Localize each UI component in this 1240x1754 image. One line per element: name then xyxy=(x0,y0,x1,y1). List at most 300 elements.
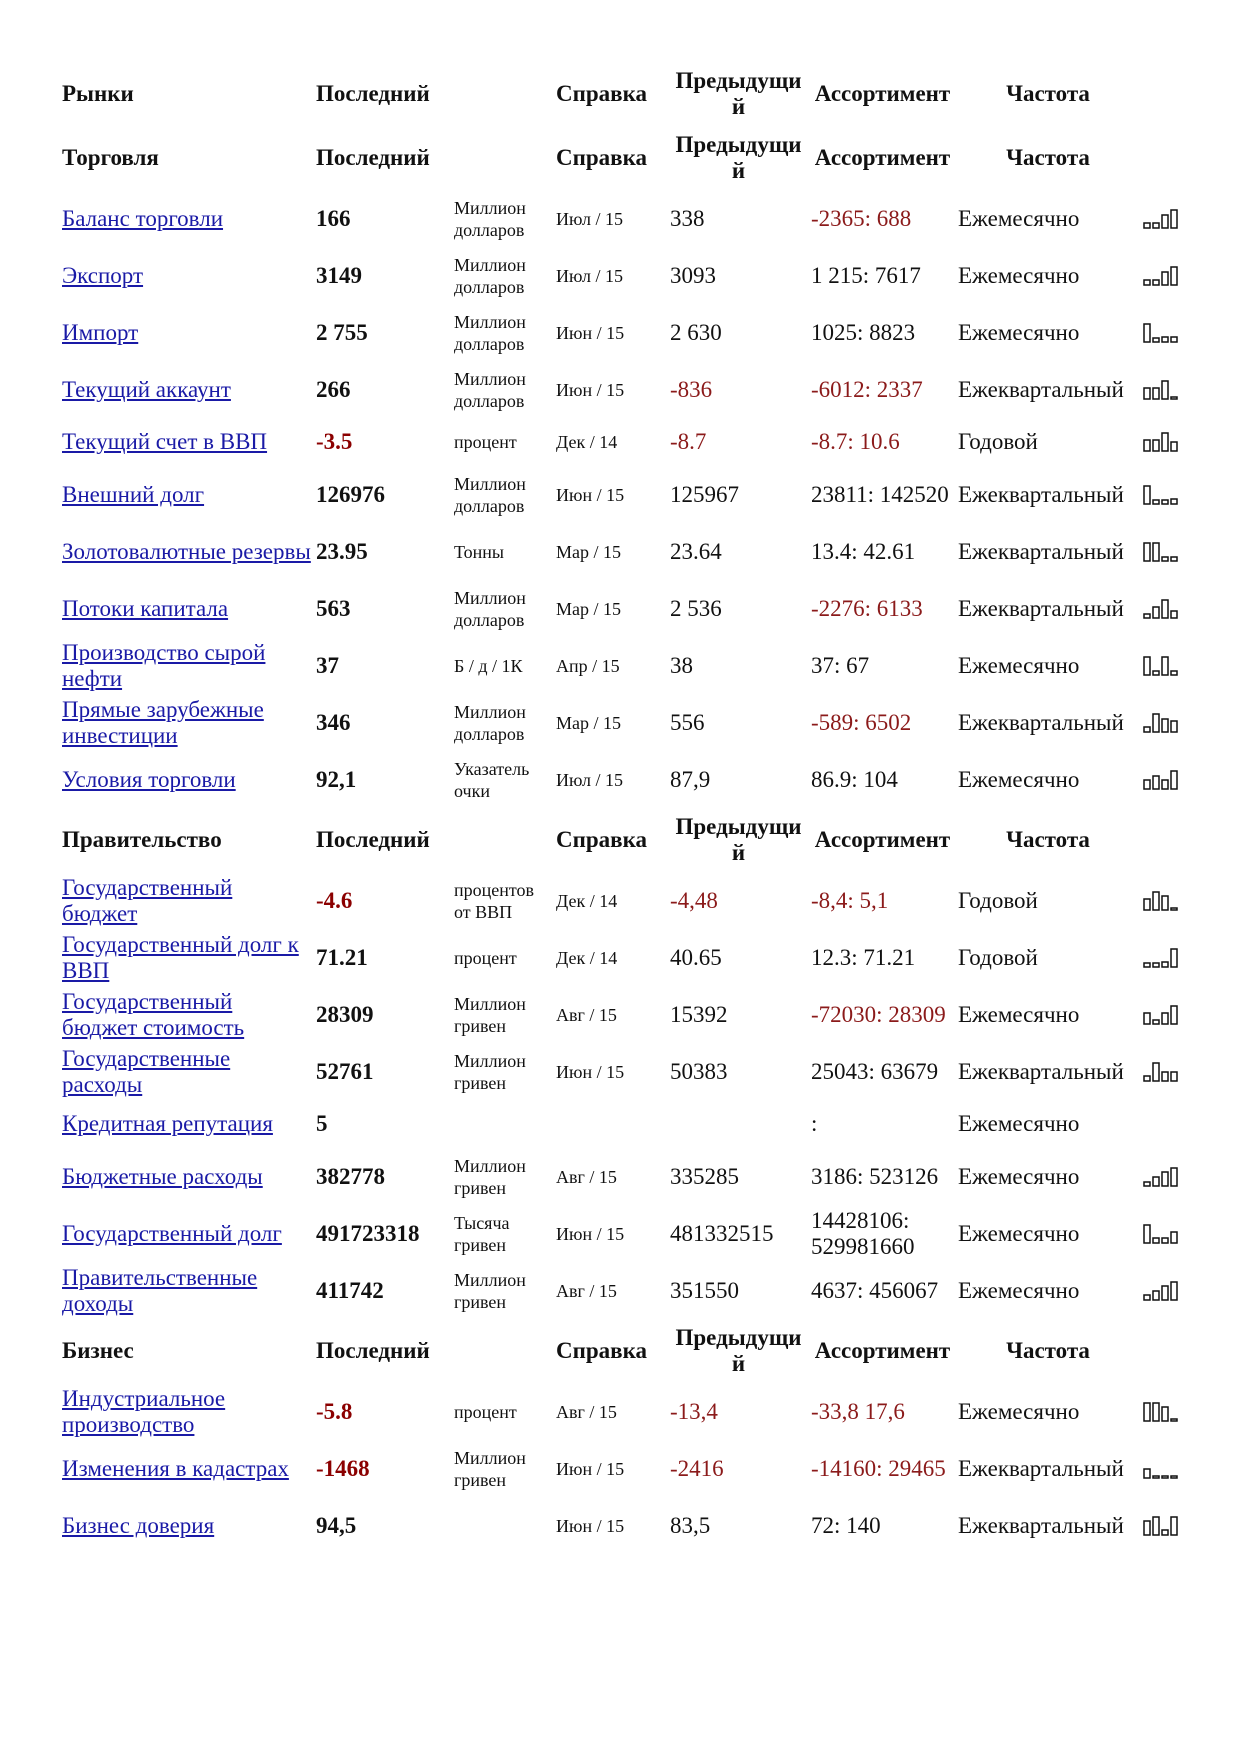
frequency: Ежеквартальный xyxy=(958,595,1124,621)
frequency: Ежемесячно xyxy=(958,205,1080,231)
section-title: Торговля xyxy=(62,145,159,170)
last-value: -5.8 xyxy=(316,1398,353,1424)
range-value: 3186: 523126 xyxy=(811,1163,939,1189)
last-value: 382778 xyxy=(316,1163,385,1189)
sparkline-cell xyxy=(1140,1497,1184,1554)
col-header-range: Ассортимент xyxy=(814,145,951,170)
reference-period: Мар / 15 xyxy=(556,598,621,619)
range-value: 25043: 63679 xyxy=(811,1058,939,1084)
unit-label: Тысяча гривен xyxy=(454,1212,510,1255)
table-row xyxy=(60,466,1184,523)
indicator-link[interactable]: Импорт xyxy=(62,319,139,345)
frequency: Ежемесячно xyxy=(958,766,1080,792)
indicator-name-cell xyxy=(60,304,314,361)
indicator-link[interactable]: Условия торговли xyxy=(62,766,236,792)
sparkline-cell xyxy=(1140,1262,1184,1319)
indicator-name-cell xyxy=(60,694,314,751)
indicator-name-cell xyxy=(60,1043,314,1100)
sparkline-cell xyxy=(1140,1100,1184,1148)
sparkline-icon xyxy=(1142,1165,1180,1189)
indicator-link[interactable]: Изменения в кадастрах xyxy=(62,1455,289,1481)
table-row xyxy=(60,1148,1184,1205)
unit-label: Миллион долларов xyxy=(454,254,526,297)
unit-label xyxy=(452,1100,554,1148)
table-row xyxy=(60,580,1184,637)
previous-value: 23.64 xyxy=(670,538,722,564)
range-value: -2365: 688 xyxy=(811,205,912,231)
sparkline-bar xyxy=(1162,215,1168,228)
unit-label: Тонны xyxy=(454,541,505,562)
sparkline-icon xyxy=(1142,889,1180,913)
sparkline-cell xyxy=(1140,986,1184,1043)
unit-label: процент xyxy=(454,432,517,452)
previous-value: -4,48 xyxy=(670,887,718,913)
previous-value: 40.65 xyxy=(670,944,722,970)
sparkline-bar xyxy=(1153,1291,1159,1300)
last-value: 71.21 xyxy=(316,944,368,970)
range-value: -33,8 17,6 xyxy=(811,1398,905,1424)
col-header-spark xyxy=(1140,62,1184,126)
sparkline-bar xyxy=(1144,543,1150,561)
unit-label: Миллион долларов xyxy=(454,473,526,516)
sparkline-bar xyxy=(1144,1403,1150,1421)
last-value: 5 xyxy=(316,1111,328,1136)
last-value: 166 xyxy=(316,205,351,231)
section-header-row xyxy=(60,1319,1184,1383)
table-row xyxy=(60,637,1184,694)
last-value: -4.6 xyxy=(316,887,353,913)
section-header-row xyxy=(60,126,1184,190)
sparkline-cell xyxy=(1140,1440,1184,1497)
frequency: Ежеквартальный xyxy=(958,1512,1124,1538)
sparkline-bar xyxy=(1171,1072,1177,1081)
col-header-last: Последний xyxy=(316,827,430,852)
sparkline-bar xyxy=(1162,780,1168,789)
frequency: Ежеквартальный xyxy=(958,376,1124,402)
sparkline-bar xyxy=(1171,267,1177,285)
reference-period: Июн / 15 xyxy=(556,379,625,400)
sparkline-bar xyxy=(1171,397,1177,399)
sparkline-bar xyxy=(1171,908,1177,910)
section-title: Рынки xyxy=(62,81,134,106)
col-header-range: Ассортимент xyxy=(814,1338,951,1363)
indicator-link[interactable]: Производство сырой нефти xyxy=(62,639,266,691)
sparkline-icon xyxy=(1142,430,1180,454)
range-value: 1025: 8823 xyxy=(811,319,916,345)
sparkline-bar xyxy=(1162,1476,1168,1478)
sparkline-bar xyxy=(1153,440,1159,451)
range-value: 13.4: 42.61 xyxy=(811,538,916,564)
sparkline-bar xyxy=(1144,324,1150,342)
sparkline-bar xyxy=(1171,442,1177,451)
unit-label: Миллион долларов xyxy=(454,701,526,744)
sparkline-icon xyxy=(1142,946,1180,970)
sparkline-bar xyxy=(1153,1517,1159,1535)
indicator-link[interactable]: Прямые зарубежные инвестиции xyxy=(62,696,264,748)
reference-period: Июн / 15 xyxy=(556,1061,625,1082)
indicator-link[interactable]: Бизнес доверия xyxy=(62,1512,215,1538)
sparkline-bar xyxy=(1153,338,1159,342)
previous-value: 15392 xyxy=(670,1001,728,1027)
last-value: 126976 xyxy=(316,481,385,507)
indicator-link[interactable]: Золотовалютные резервы xyxy=(62,538,311,564)
table-row xyxy=(60,929,1184,986)
sparkline-bar xyxy=(1162,657,1168,675)
sparkline-bar xyxy=(1171,721,1177,732)
sparkline-bar xyxy=(1153,776,1159,789)
reference-period: Июн / 15 xyxy=(556,322,625,343)
unit-label: Миллион гривен xyxy=(454,993,526,1036)
sparkline-bar xyxy=(1153,388,1159,399)
sparkline-bar xyxy=(1162,600,1168,618)
previous-value: -13,4 xyxy=(670,1398,718,1424)
sparkline-icon xyxy=(1142,768,1180,792)
sparkline-icon xyxy=(1142,1222,1180,1246)
sparkline-bar xyxy=(1171,1168,1177,1186)
unit-label: Миллион гривен xyxy=(454,1050,526,1093)
previous-value: 338 xyxy=(670,205,705,231)
frequency: Ежемесячно xyxy=(958,1001,1080,1027)
previous-value: 3093 xyxy=(670,262,716,288)
sparkline-bar xyxy=(1153,1177,1159,1186)
sparkline-icon xyxy=(1142,207,1180,231)
reference-period: Июн / 15 xyxy=(556,484,625,505)
sparkline-bar xyxy=(1162,896,1168,910)
indicator-link[interactable]: Государственный бюджет xyxy=(62,874,233,926)
sparkline-bar xyxy=(1153,500,1159,504)
frequency: Ежеквартальный xyxy=(958,538,1124,564)
sparkline-bar xyxy=(1162,433,1168,451)
last-value: 94,5 xyxy=(316,1512,357,1538)
range-value: 37: 67 xyxy=(811,652,870,678)
range-value: -8.7: 10.6 xyxy=(811,429,900,454)
reference-period: Дек / 14 xyxy=(556,890,618,911)
table-row xyxy=(60,247,1184,304)
last-value: 266 xyxy=(316,376,351,402)
sparkline-bar xyxy=(1153,1403,1159,1421)
previous-value: 87,9 xyxy=(670,766,711,792)
sparkline-bar xyxy=(1144,614,1150,618)
sparkline-bar xyxy=(1144,440,1150,451)
reference-period: Авг / 15 xyxy=(556,1004,617,1025)
col-header-prev: Предыдущий xyxy=(675,1325,802,1376)
sparkline-icon xyxy=(1142,1003,1180,1027)
sparkline-bar xyxy=(1144,727,1150,732)
range-value: -589: 6502 xyxy=(811,709,912,735)
sparkline-cell xyxy=(1140,1043,1184,1100)
indicator-name-cell xyxy=(60,1100,314,1148)
reference-period: Дек / 14 xyxy=(556,432,618,452)
sparkline-cell xyxy=(1140,637,1184,694)
indicator-link[interactable]: Бюджетные расходы xyxy=(62,1163,263,1189)
range-value: 23811: 142520 xyxy=(811,481,949,507)
indicator-link[interactable]: Баланс торговли xyxy=(62,205,224,231)
reference-period: Июн / 15 xyxy=(556,1515,625,1536)
frequency: Ежеквартальный xyxy=(958,709,1124,735)
sparkline-bar xyxy=(1162,1530,1168,1535)
section-title: Бизнес xyxy=(62,1338,134,1363)
sparkline-bar xyxy=(1144,657,1150,675)
sparkline-bar xyxy=(1162,1238,1168,1243)
last-value: 23.95 xyxy=(316,538,368,564)
sparkline-bar xyxy=(1162,272,1168,285)
frequency: Ежеквартальный xyxy=(958,481,1124,507)
sparkline-bar xyxy=(1162,337,1168,342)
sparkline-cell xyxy=(1140,418,1184,466)
table-row xyxy=(60,694,1184,751)
frequency: Ежемесячно xyxy=(958,1398,1080,1424)
frequency: Годовой xyxy=(958,944,1038,970)
unit-label: процент xyxy=(454,947,517,968)
col-header-range: Ассортимент xyxy=(814,827,951,852)
indicator-name-cell xyxy=(60,361,314,418)
range-value: 72: 140 xyxy=(811,1512,881,1538)
previous-value: 38 xyxy=(670,652,693,678)
col-header-ref: Справка xyxy=(556,1338,647,1363)
indicator-name-cell xyxy=(60,637,314,694)
reference-period xyxy=(554,1100,668,1148)
sparkline-bar xyxy=(1162,500,1168,504)
reference-period: Июн / 15 xyxy=(556,1223,625,1244)
sparkline-cell xyxy=(1140,580,1184,637)
col-header-ref: Справка xyxy=(556,145,647,170)
sparkline-cell xyxy=(1140,1205,1184,1262)
sparkline-bar xyxy=(1144,1076,1150,1081)
unit-label xyxy=(452,1497,554,1554)
range-value: -2276: 6133 xyxy=(811,595,923,621)
sparkline-bar xyxy=(1171,1476,1177,1478)
reference-period: Июл / 15 xyxy=(556,208,623,229)
indicator-link[interactable]: Государственный бюджет стоимость xyxy=(62,988,245,1040)
frequency: Ежемесячно xyxy=(958,262,1080,288)
last-value: -3.5 xyxy=(316,429,353,454)
sparkline-icon xyxy=(1142,711,1180,735)
last-value: -1468 xyxy=(316,1455,370,1481)
sparkline-bar xyxy=(1144,223,1150,228)
sparkline-bar xyxy=(1153,963,1159,967)
indicator-name-cell xyxy=(60,929,314,986)
frequency: Ежемесячно xyxy=(958,1277,1080,1303)
unit-label: Б / д / 1К xyxy=(454,655,523,676)
sparkline-bar xyxy=(1171,337,1177,342)
sparkline-bar xyxy=(1144,899,1150,910)
sparkline-icon xyxy=(1142,1457,1180,1481)
col-header-freq: Частота xyxy=(1006,827,1090,852)
indicator-name-cell xyxy=(60,986,314,1043)
unit-label: процент xyxy=(454,1401,517,1422)
range-value: -14160: 29465 xyxy=(811,1455,946,1481)
sparkline-bar xyxy=(1153,543,1159,561)
table-row xyxy=(60,361,1184,418)
indicator-link[interactable]: Внешний долг xyxy=(62,481,205,507)
sparkline-bar xyxy=(1144,1182,1150,1186)
sparkline-bar xyxy=(1144,1225,1150,1243)
table-row xyxy=(60,1043,1184,1100)
indicator-name-cell xyxy=(60,751,314,808)
indicator-name-cell xyxy=(60,466,314,523)
range-value: 1 215: 7617 xyxy=(811,262,921,288)
indicator-link[interactable]: Индустриальное производство xyxy=(62,1385,226,1437)
range-value: 4637: 456067 xyxy=(811,1277,939,1303)
sparkline-cell xyxy=(1140,466,1184,523)
sparkline-bar xyxy=(1144,388,1150,399)
indicator-name-cell xyxy=(60,418,314,466)
last-value: 37 xyxy=(316,652,339,678)
sparkline-bar xyxy=(1171,1419,1177,1421)
col-header-range: Ассортимент xyxy=(814,81,951,106)
table-row xyxy=(60,1100,1184,1148)
sparkline-icon xyxy=(1142,378,1180,402)
range-value: -6012: 2337 xyxy=(811,376,923,402)
sparkline-cell xyxy=(1140,751,1184,808)
indicator-link[interactable]: Текущий аккаунт xyxy=(62,376,231,402)
sparkline-bar xyxy=(1144,1295,1150,1300)
sparkline-bar xyxy=(1162,962,1168,967)
sparkline-bar xyxy=(1162,1072,1168,1081)
reference-period: Июн / 15 xyxy=(556,1458,625,1479)
sparkline-cell xyxy=(1140,361,1184,418)
indicator-link[interactable]: Правительственные доходы xyxy=(62,1264,258,1316)
sparkline-bar xyxy=(1144,1013,1150,1024)
indicator-name-cell xyxy=(60,1205,314,1262)
sparkline-cell xyxy=(1140,1148,1184,1205)
sparkline-icon xyxy=(1142,540,1180,564)
frequency: Ежемесячно xyxy=(958,652,1080,678)
sparkline-icon xyxy=(1142,1060,1180,1084)
indicator-link[interactable]: Кредитная репутация xyxy=(62,1111,273,1136)
frequency: Ежеквартальный xyxy=(958,1455,1124,1481)
sparkline-bar xyxy=(1153,892,1159,910)
reference-period: Авг / 15 xyxy=(556,1280,617,1301)
previous-value: 2 630 xyxy=(670,319,722,345)
sparkline-bar xyxy=(1171,611,1177,618)
sparkline-bar xyxy=(1144,963,1150,967)
previous-value: 556 xyxy=(670,709,705,735)
col-header-prev: Предыдущий xyxy=(675,132,802,183)
indicator-link[interactable]: Экспорт xyxy=(62,262,144,288)
col-header-spark xyxy=(1140,126,1184,190)
unit-label: Миллион долларов xyxy=(454,368,526,411)
sparkline-bar xyxy=(1162,1172,1168,1186)
sparkline-bar xyxy=(1153,1476,1159,1478)
sparkline-bar xyxy=(1153,223,1159,228)
sparkline-bar xyxy=(1171,1282,1177,1300)
unit-label: Миллион гривен xyxy=(454,1269,526,1312)
unit-label: Указатель очки xyxy=(454,758,530,801)
indicator-name-cell xyxy=(60,1383,314,1440)
sparkline-bar xyxy=(1144,280,1150,285)
unit-label: Миллион долларов xyxy=(454,311,526,354)
last-value: 491723318 xyxy=(316,1220,420,1246)
sparkline-icon xyxy=(1142,483,1180,507)
table-row xyxy=(60,751,1184,808)
reference-period: Апр / 15 xyxy=(556,655,620,676)
reference-period: Авг / 15 xyxy=(556,1401,617,1422)
col-header-unit xyxy=(452,126,554,190)
last-value: 2 755 xyxy=(316,319,368,345)
sparkline-bar xyxy=(1153,280,1159,285)
table-row xyxy=(60,1497,1184,1554)
last-value: 411742 xyxy=(316,1277,384,1303)
previous-value: 351550 xyxy=(670,1277,739,1303)
sparkline-bar xyxy=(1144,486,1150,504)
col-header-ref: Справка xyxy=(556,81,647,106)
sparkline-cell xyxy=(1140,694,1184,751)
last-value: 28309 xyxy=(316,1001,374,1027)
unit-label: процентов от ВВП xyxy=(454,879,535,922)
sparkline-bar xyxy=(1162,1286,1168,1300)
header-row-markets xyxy=(60,62,1184,126)
sparkline-bar xyxy=(1171,771,1177,789)
sparkline-bar xyxy=(1153,607,1159,618)
col-header-freq: Частота xyxy=(1006,1338,1090,1363)
previous-value: -8.7 xyxy=(670,429,707,454)
col-header-last: Последний xyxy=(316,81,430,106)
indicator-link[interactable]: Потоки капитала xyxy=(62,595,229,621)
col-header-unit xyxy=(452,808,554,872)
indicator-link[interactable]: Государственный долг xyxy=(62,1220,282,1246)
frequency: Ежемесячно xyxy=(958,1163,1080,1189)
table-row xyxy=(60,1205,1184,1262)
indicator-name-cell xyxy=(60,580,314,637)
sparkline-icon xyxy=(1142,654,1180,678)
sparkline-icon xyxy=(1142,321,1180,345)
previous-value: 83,5 xyxy=(670,1512,711,1538)
sparkline-cell xyxy=(1140,247,1184,304)
sparkline-bar xyxy=(1153,1063,1159,1081)
sparkline-bar xyxy=(1171,1006,1177,1024)
last-value: 563 xyxy=(316,595,351,621)
previous-value: 335285 xyxy=(670,1163,739,1189)
previous-value: -836 xyxy=(670,376,713,402)
sparkline-cell xyxy=(1140,190,1184,247)
sparkline-icon xyxy=(1142,264,1180,288)
col-header-unit xyxy=(452,1319,554,1383)
reference-period: Июл / 15 xyxy=(556,265,623,286)
indicator-name-cell xyxy=(60,1497,314,1554)
indicator-name-cell xyxy=(60,247,314,304)
col-header-spark xyxy=(1140,1319,1184,1383)
sparkline-bar xyxy=(1162,381,1168,399)
indicator-link[interactable]: Государственный долг к ВВП xyxy=(62,931,299,983)
table-row xyxy=(60,986,1184,1043)
sparkline-bar xyxy=(1144,780,1150,789)
sparkline-cell xyxy=(1140,1383,1184,1440)
sparkline-icon xyxy=(1142,1279,1180,1303)
table-body xyxy=(60,62,1184,1554)
previous-value: -2416 xyxy=(670,1455,724,1481)
sparkline-bar xyxy=(1153,1020,1159,1024)
sparkline-icon xyxy=(1142,1400,1180,1424)
sparkline-bar xyxy=(1171,949,1177,967)
frequency: Годовой xyxy=(958,887,1038,913)
indicator-name-cell xyxy=(60,523,314,580)
indicator-link[interactable]: Государственные расходы xyxy=(62,1045,231,1097)
sparkline-icon xyxy=(1142,597,1180,621)
sparkline-bar xyxy=(1171,499,1177,504)
col-header-last: Последний xyxy=(316,145,430,170)
sparkline-bar xyxy=(1162,1407,1168,1421)
sparkline-bar xyxy=(1153,714,1159,732)
sparkline-bar xyxy=(1153,671,1159,675)
frequency: Ежеквартальный xyxy=(958,1058,1124,1084)
col-header-freq: Частота xyxy=(1006,81,1090,106)
sparkline-bar xyxy=(1171,671,1177,675)
reference-period: Мар / 15 xyxy=(556,712,621,733)
previous-value: 50383 xyxy=(670,1058,728,1084)
unit-label: Миллион гривен xyxy=(454,1447,526,1490)
indicator-link[interactable]: Текущий счет в ВВП xyxy=(62,429,268,454)
